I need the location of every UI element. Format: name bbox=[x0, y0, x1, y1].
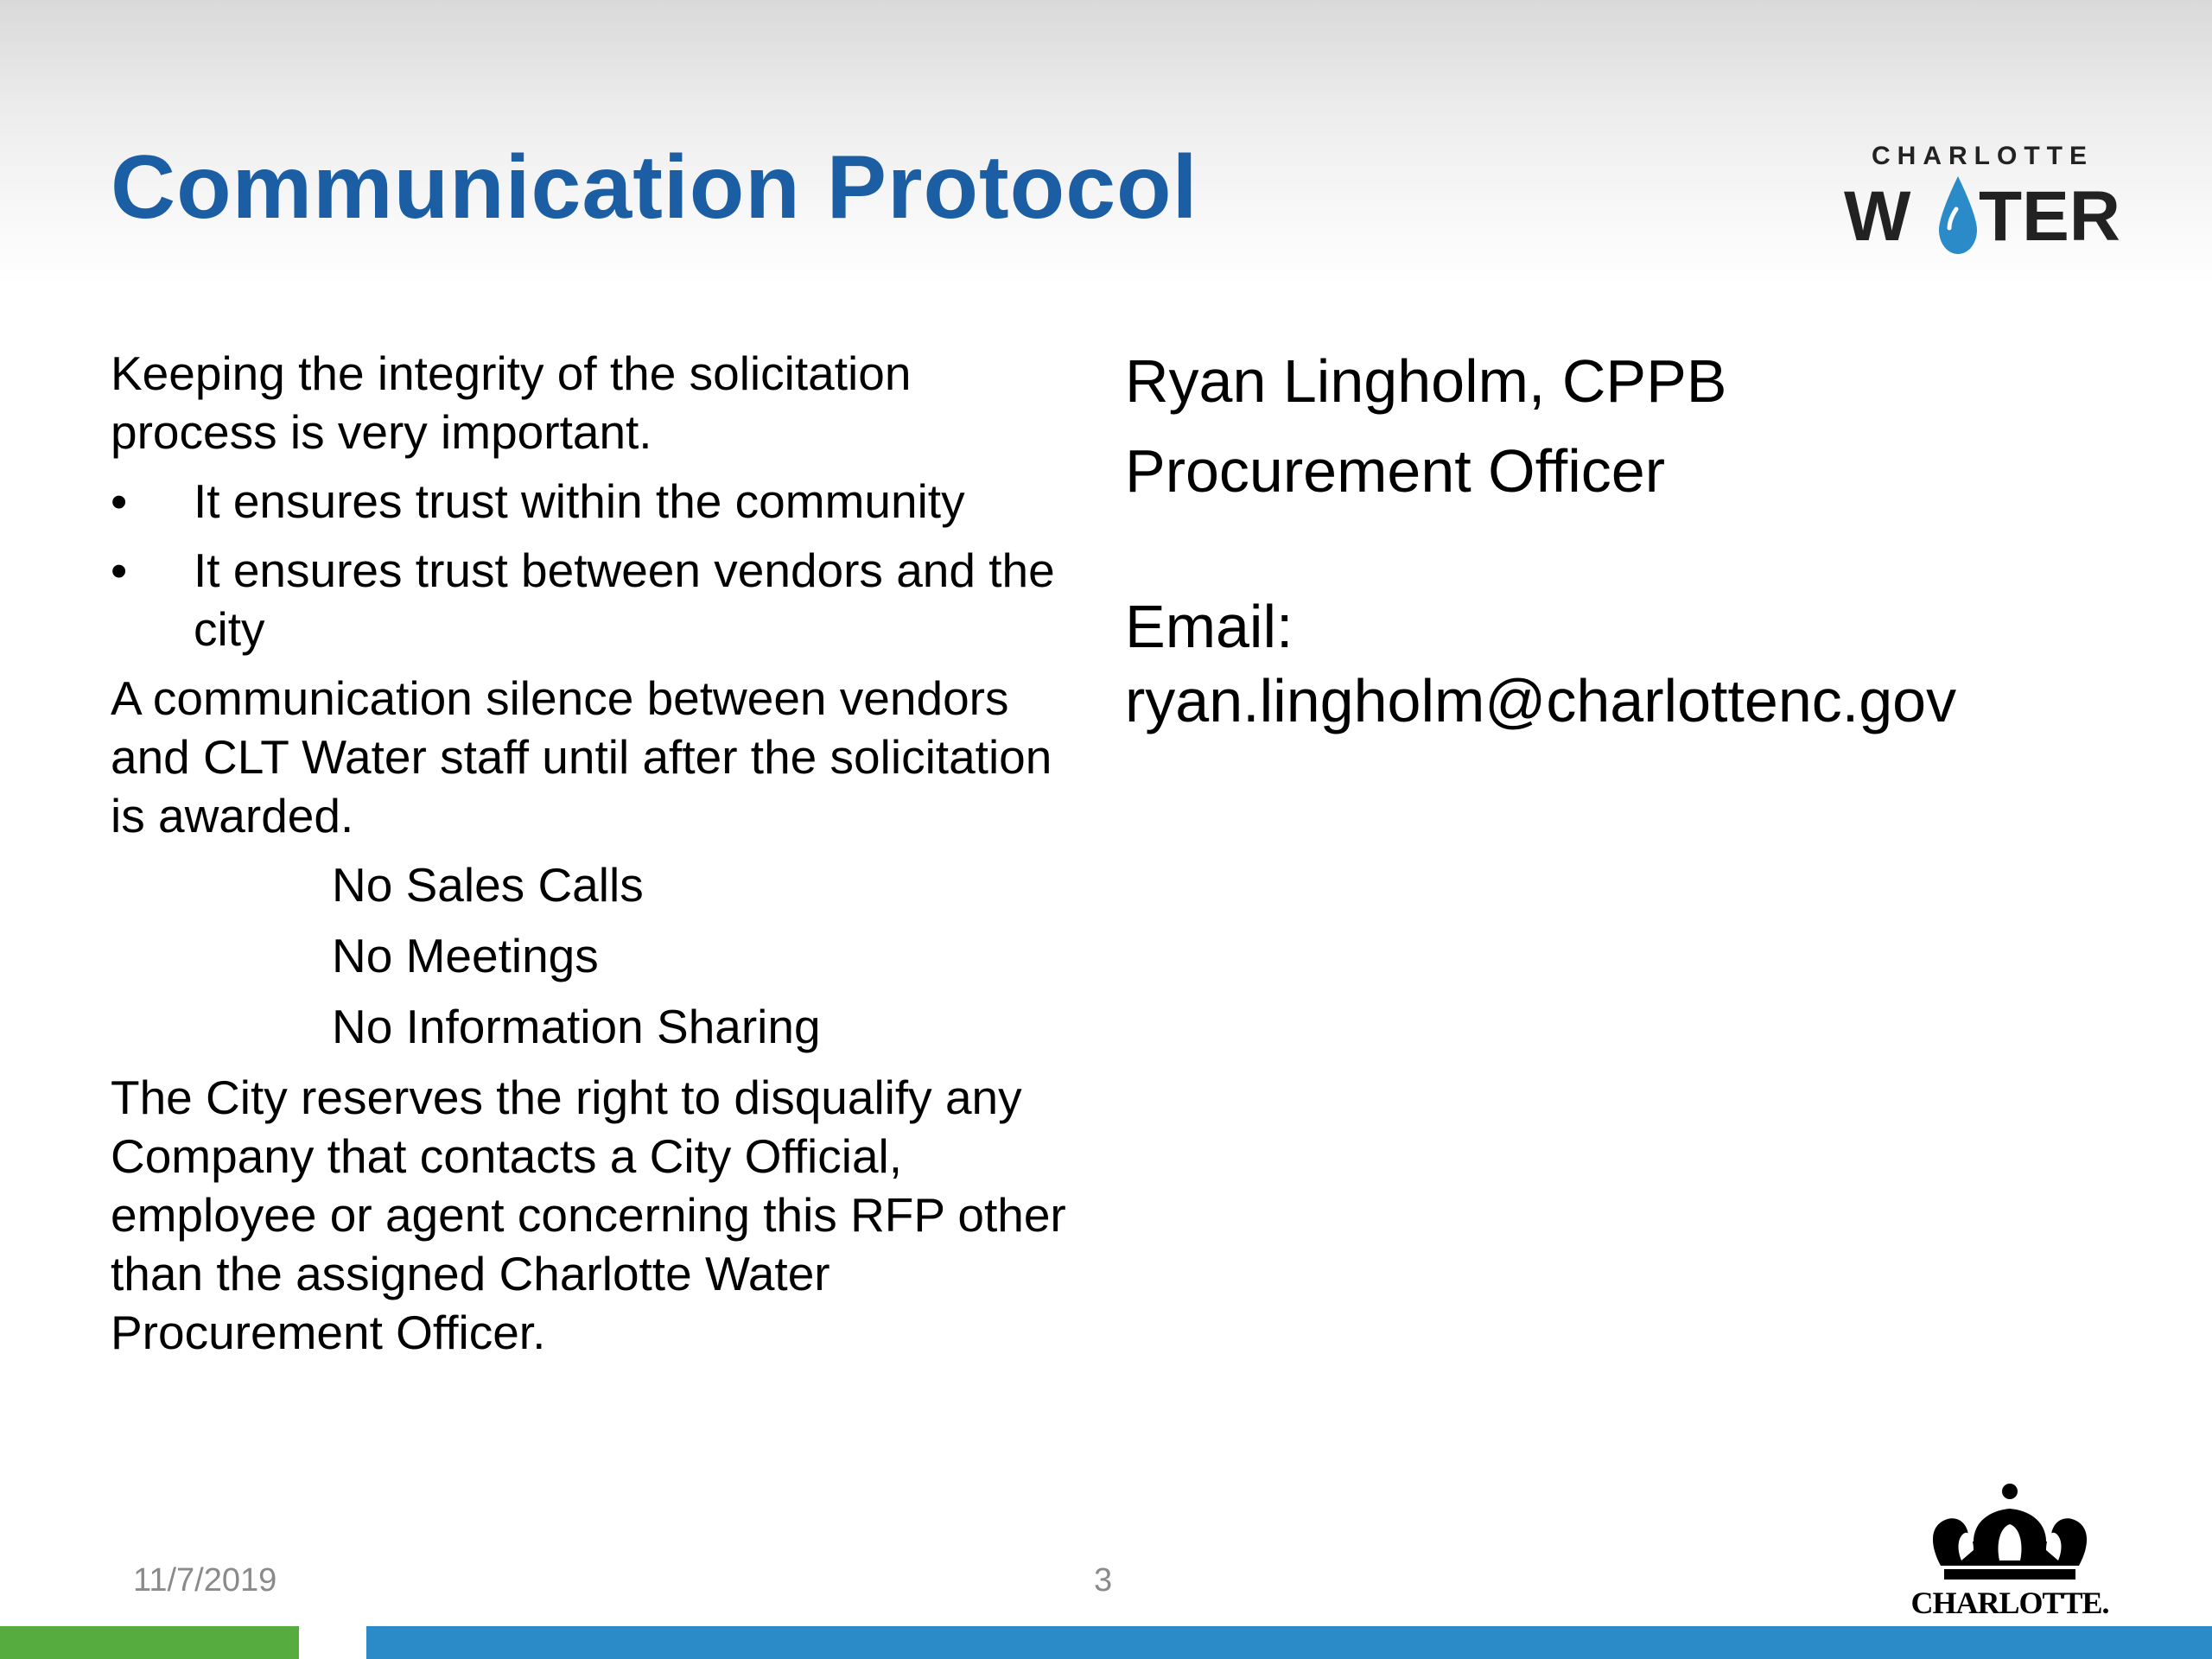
slide-title: Communication Protocol bbox=[111, 137, 1198, 238]
contact-name: Ryan Lingholm, CPPB bbox=[1125, 347, 1727, 415]
intro-text: Keeping the integrity of the solicitation process is very important. bbox=[111, 346, 912, 459]
water-drop-icon bbox=[1932, 173, 1984, 259]
bullet-item bbox=[111, 541, 1078, 658]
logo-wordmark bbox=[1840, 173, 2120, 268]
crown-icon bbox=[1906, 1479, 2113, 1586]
charlotte-water-logo bbox=[1840, 137, 2120, 266]
charlotte-city-logo bbox=[1906, 1479, 2113, 1618]
logo-small-text: CHARLOTTE bbox=[1872, 142, 2094, 170]
footer-date: 11/7/2019 bbox=[133, 1562, 277, 1599]
footer-bar-blue bbox=[366, 1626, 2212, 1659]
bullet-text: It ensures trust between vendors and the city bbox=[194, 543, 1055, 656]
page-number: 3 bbox=[1094, 1562, 1113, 1599]
bullet-marker: • bbox=[111, 543, 128, 597]
email-block bbox=[1125, 589, 2145, 738]
silence-text: A communication silence between vendors and CLT Water staff until after the solicitation is awarded. bbox=[111, 671, 1052, 842]
restriction-item: No Information Sharing bbox=[332, 1000, 821, 1053]
footer-bar-green bbox=[0, 1626, 299, 1659]
contact-role: Procurement Officer bbox=[1125, 437, 1666, 505]
disqualify-text: The City reserves the right to disqualify any Company that contacts a City Official, employee or agent concerning this RFP other than the assigned Charlotte Water Procurement Officer. bbox=[111, 1071, 1066, 1359]
restriction-item: No Sales Calls bbox=[332, 858, 644, 912]
left-column bbox=[111, 344, 1078, 1372]
restriction-item: No Meetings bbox=[332, 929, 599, 982]
logo-word-right: TER bbox=[1979, 177, 2120, 256]
logo-word-left: W bbox=[1844, 177, 1911, 256]
bullet-marker: • bbox=[111, 474, 128, 528]
email-link[interactable]: ryan.lingholm@charlottenc.gov bbox=[1125, 667, 1957, 734]
email-label: Email: bbox=[1125, 593, 1294, 660]
bullet-text: It ensures trust within the community bbox=[194, 474, 965, 528]
bullet-item bbox=[111, 472, 1078, 531]
footer-logo-text: CHARLOTTE. bbox=[1910, 1586, 2109, 1620]
contact-column bbox=[1125, 346, 2145, 738]
